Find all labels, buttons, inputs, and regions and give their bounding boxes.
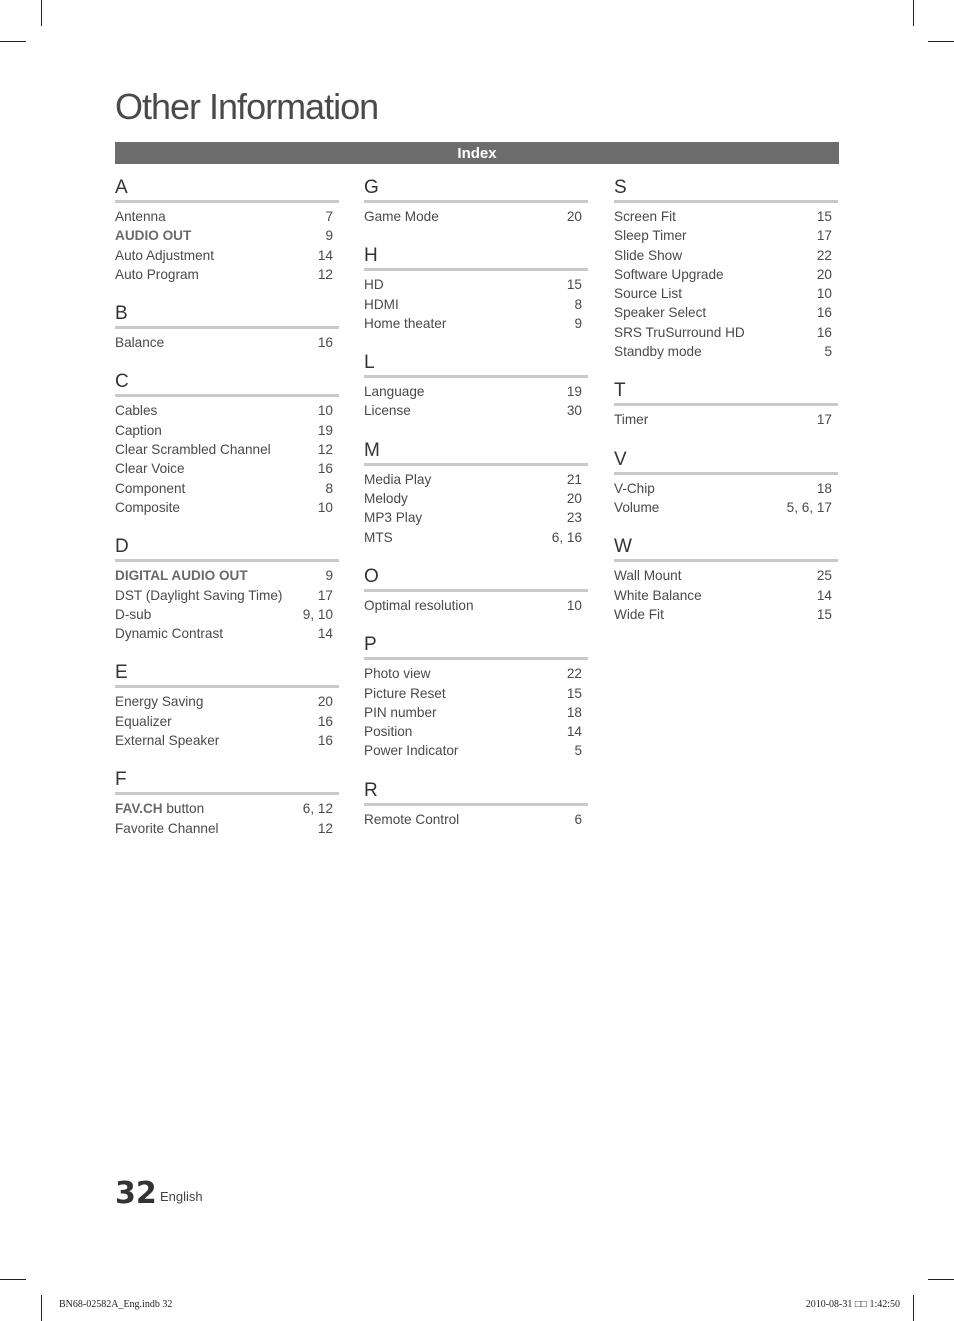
entry-pages: 19 — [566, 384, 582, 400]
entry-term: PIN number — [364, 704, 437, 720]
entry-term: Optimal resolution — [364, 597, 474, 613]
entry-pages: 19 — [317, 422, 333, 438]
index-column-2 — [364, 176, 588, 847]
section-letter: E — [115, 661, 339, 688]
index-entry — [115, 586, 339, 605]
entry-pages: 20 — [816, 266, 832, 282]
print-slug-file: BN68-02582A_Eng.indb 32 — [59, 1299, 173, 1310]
index-entry — [115, 819, 339, 838]
index-entry — [364, 508, 588, 527]
index-entry — [115, 421, 339, 440]
entry-term: Software Upgrade — [614, 266, 724, 282]
index-entry — [115, 799, 339, 818]
entry-pages: 16 — [816, 305, 832, 321]
entry-pages: 12 — [317, 266, 333, 282]
entry-term: Energy Saving — [115, 694, 204, 710]
entry-term: Photo view — [364, 666, 431, 682]
index-section-p — [364, 633, 588, 760]
entry-term: Timer — [614, 412, 649, 428]
crop-mark — [928, 41, 954, 42]
crop-mark — [0, 1279, 26, 1280]
index-section-w — [614, 535, 838, 624]
index-entry — [364, 470, 588, 489]
index-entry — [115, 498, 339, 517]
index-entry — [614, 246, 838, 265]
entry-pages: 16 — [816, 324, 832, 340]
section-letter: V — [614, 448, 838, 475]
entry-term — [115, 566, 248, 585]
index-section-l — [364, 351, 588, 421]
entry-term: Clear Voice — [115, 461, 185, 477]
entry-term: Wall Mount — [614, 568, 682, 584]
entry-list — [115, 795, 339, 838]
index-entry — [614, 566, 838, 585]
entry-list — [115, 329, 339, 352]
entry-list — [364, 271, 588, 333]
entry-pages: 5 — [574, 743, 582, 759]
entry-term: Favorite Channel — [115, 820, 219, 836]
section-letter: M — [364, 439, 588, 466]
entry-pages: 18 — [566, 704, 582, 720]
section-letter: O — [364, 565, 588, 592]
entry-list — [364, 592, 588, 615]
entry-term: Antenna — [115, 209, 166, 224]
entry-pages: 9 — [325, 568, 333, 584]
entry-term: Clear Scrambled Channel — [115, 442, 271, 458]
section-letter: R — [364, 779, 588, 806]
entry-term: MP3 Play — [364, 510, 423, 526]
entry-pages: 17 — [317, 587, 333, 603]
entry-pages: 10 — [317, 499, 333, 515]
entry-term: Home theater — [364, 315, 447, 331]
index-entry — [364, 810, 588, 829]
entry-pages: 10 — [317, 403, 333, 419]
index-entry — [364, 295, 588, 314]
entry-pages: 14 — [317, 247, 333, 263]
page-title: Other Information — [115, 86, 379, 127]
entry-pages: 5 — [824, 344, 832, 360]
entry-term: Melody — [364, 491, 408, 507]
entry-pages: 10 — [816, 286, 832, 302]
index-entry — [364, 722, 588, 741]
entry-term: Source List — [614, 286, 683, 302]
index-entry — [115, 333, 339, 352]
section-letter: H — [364, 244, 588, 271]
index-entry — [115, 566, 339, 585]
entry-term: V-Chip — [614, 480, 655, 496]
index-entry — [364, 207, 588, 226]
index-column-1 — [115, 176, 339, 856]
index-section-t — [614, 379, 838, 429]
entry-term: White Balance — [614, 587, 702, 603]
entry-list — [115, 562, 339, 643]
index-entry — [614, 284, 838, 303]
entry-pages: 10 — [566, 597, 582, 613]
index-header-bar: Index — [115, 142, 839, 164]
index-entry — [115, 401, 339, 420]
entry-pages: 17 — [816, 228, 832, 244]
index-entry — [614, 226, 838, 245]
entry-term-emphasis: FAV.CH — [115, 801, 163, 817]
section-letter: D — [115, 535, 339, 562]
index-section-o — [364, 565, 588, 615]
page-number: 32 — [115, 1176, 157, 1211]
entry-pages: 16 — [317, 733, 333, 749]
index-entry — [614, 303, 838, 322]
entry-term-emphasis: DIGITAL AUDIO OUT — [115, 568, 248, 584]
entry-list — [614, 406, 838, 429]
entry-pages: 8 — [325, 480, 333, 496]
index-entry — [115, 226, 339, 245]
section-letter: S — [614, 176, 838, 203]
entry-pages: 22 — [566, 666, 582, 682]
entry-pages: 9 — [574, 315, 582, 331]
index-entry — [115, 692, 339, 711]
crop-mark — [41, 1295, 42, 1321]
index-section-m — [364, 439, 588, 547]
entry-term: HDMI — [364, 296, 399, 312]
entry-pages: 17 — [816, 412, 832, 428]
crop-mark — [928, 1279, 954, 1280]
index-section-c — [115, 370, 339, 517]
index-entry — [364, 741, 588, 760]
entry-term: Balance — [115, 335, 165, 351]
index-section-g — [364, 176, 588, 226]
entry-term — [115, 799, 204, 818]
entry-pages: 14 — [317, 626, 333, 642]
entry-pages: 16 — [317, 335, 333, 351]
entry-term: Wide Fit — [614, 606, 664, 622]
index-entry — [364, 275, 588, 294]
section-letter: P — [364, 633, 588, 660]
index-entry — [614, 605, 838, 624]
section-letter: L — [364, 351, 588, 378]
entry-term: Remote Control — [364, 811, 460, 827]
index-section-f — [115, 768, 339, 838]
entry-pages: 12 — [317, 820, 333, 836]
index-column-3 — [614, 176, 838, 642]
entry-pages: 18 — [816, 480, 832, 496]
index-entry — [614, 586, 838, 605]
entry-pages: 20 — [566, 491, 582, 507]
index-entry — [364, 528, 588, 547]
entry-list — [364, 660, 588, 760]
index-section-h — [364, 244, 588, 333]
entry-pages: 20 — [317, 694, 333, 710]
section-letter: G — [364, 176, 588, 203]
print-slug-timestamp: 2010-08-31 □□ 1:42:50 — [805, 1299, 900, 1310]
entry-term: Volume — [614, 499, 660, 515]
index-entry — [115, 440, 339, 459]
index-entry — [115, 207, 339, 226]
entry-pages: 6 — [574, 811, 582, 827]
crop-mark — [41, 0, 42, 26]
entry-term: Cables — [115, 403, 158, 419]
crop-mark — [913, 1295, 914, 1321]
entry-term: Language — [364, 384, 425, 400]
index-entry — [364, 382, 588, 401]
index-entry — [614, 342, 838, 361]
entry-term-suffix: button — [162, 801, 205, 817]
index-section-a — [115, 176, 339, 284]
crop-mark — [913, 0, 914, 26]
entry-pages: 16 — [317, 461, 333, 477]
entry-pages: 30 — [566, 403, 582, 419]
index-entry — [614, 410, 838, 429]
entry-pages: 9, 10 — [302, 606, 333, 622]
index-entry — [614, 498, 838, 517]
index-section-d — [115, 535, 339, 643]
entry-term: Caption — [115, 422, 162, 438]
entry-term: MTS — [364, 529, 393, 545]
index-entry — [614, 207, 838, 226]
entry-list — [364, 466, 588, 547]
entry-term: License — [364, 403, 411, 419]
entry-list — [115, 397, 339, 517]
entry-term: Dynamic Contrast — [115, 626, 224, 642]
entry-pages: 14 — [566, 724, 582, 740]
index-entry — [115, 712, 339, 731]
entry-list — [364, 378, 588, 421]
entry-pages: 20 — [566, 209, 582, 224]
entry-list — [364, 806, 588, 829]
index-entry — [115, 459, 339, 478]
entry-term: D-sub — [115, 606, 152, 622]
index-entry — [364, 489, 588, 508]
index-entry — [364, 703, 588, 722]
page-language: English — [160, 1189, 203, 1204]
index-entry — [115, 605, 339, 624]
entry-term: External Speaker — [115, 733, 220, 749]
index-section-r — [364, 779, 588, 829]
entry-term: Composite — [115, 499, 180, 515]
entry-term: Standby mode — [614, 344, 702, 360]
entry-term: Equalizer — [115, 713, 172, 729]
index-entry — [364, 401, 588, 420]
index-entry — [115, 479, 339, 498]
entry-term: Auto Adjustment — [115, 247, 214, 263]
index-section-v — [614, 448, 838, 518]
entry-list — [614, 562, 838, 624]
index-entry — [614, 479, 838, 498]
index-entry — [115, 624, 339, 643]
section-letter: B — [115, 302, 339, 329]
entry-list — [115, 203, 339, 284]
index-entry — [115, 246, 339, 265]
index-entry — [364, 314, 588, 333]
entry-term: Position — [364, 724, 413, 740]
index-entry — [614, 323, 838, 342]
section-letter: W — [614, 535, 838, 562]
entry-term: Speaker Select — [614, 305, 707, 321]
entry-pages: 15 — [566, 685, 582, 701]
entry-pages: 15 — [566, 277, 582, 293]
entry-list — [614, 475, 838, 518]
entry-list — [115, 688, 339, 750]
index-entry — [364, 596, 588, 615]
section-letter: A — [115, 176, 339, 203]
entry-term: HD — [364, 277, 384, 293]
entry-pages: 8 — [574, 296, 582, 312]
entry-pages: 23 — [566, 510, 582, 526]
entry-term: Game Mode — [364, 209, 439, 224]
section-letter: T — [614, 379, 838, 406]
index-section-e — [115, 661, 339, 750]
index-entry — [614, 265, 838, 284]
index-entry — [364, 664, 588, 683]
entry-pages: 21 — [566, 471, 582, 487]
entry-term: Sleep Timer — [614, 228, 687, 244]
entry-list — [364, 203, 588, 226]
index-entry — [115, 731, 339, 750]
index-entry — [115, 265, 339, 284]
entry-pages: 25 — [816, 568, 832, 584]
entry-term: Component — [115, 480, 186, 496]
index-entry — [364, 684, 588, 703]
entry-term: Media Play — [364, 471, 432, 487]
index-section-s — [614, 176, 838, 361]
section-letter: F — [115, 768, 339, 795]
entry-pages: 16 — [317, 713, 333, 729]
entry-term: Screen Fit — [614, 209, 676, 224]
entry-pages: 9 — [325, 228, 333, 244]
entry-term: DST (Daylight Saving Time) — [115, 587, 283, 603]
entry-pages: 5, 6, 17 — [786, 499, 832, 515]
entry-term: SRS TruSurround HD — [614, 324, 745, 340]
entry-term: Auto Program — [115, 266, 199, 282]
index-section-b — [115, 302, 339, 352]
entry-pages: 15 — [816, 606, 832, 622]
entry-pages: 22 — [816, 247, 832, 263]
entry-term: Power Indicator — [364, 743, 459, 759]
entry-term: Picture Reset — [364, 685, 446, 701]
entry-pages: 7 — [325, 209, 333, 224]
entry-pages: 14 — [816, 587, 832, 603]
entry-term: Slide Show — [614, 247, 683, 263]
section-letter: C — [115, 370, 339, 397]
entry-pages: 6, 12 — [302, 801, 333, 817]
entry-pages: 12 — [317, 442, 333, 458]
entry-term-emphasis: AUDIO OUT — [115, 228, 192, 244]
entry-pages: 6, 16 — [551, 529, 582, 545]
entry-pages: 15 — [816, 209, 832, 224]
entry-list — [614, 203, 838, 361]
crop-mark — [0, 41, 26, 42]
entry-term — [115, 226, 191, 245]
